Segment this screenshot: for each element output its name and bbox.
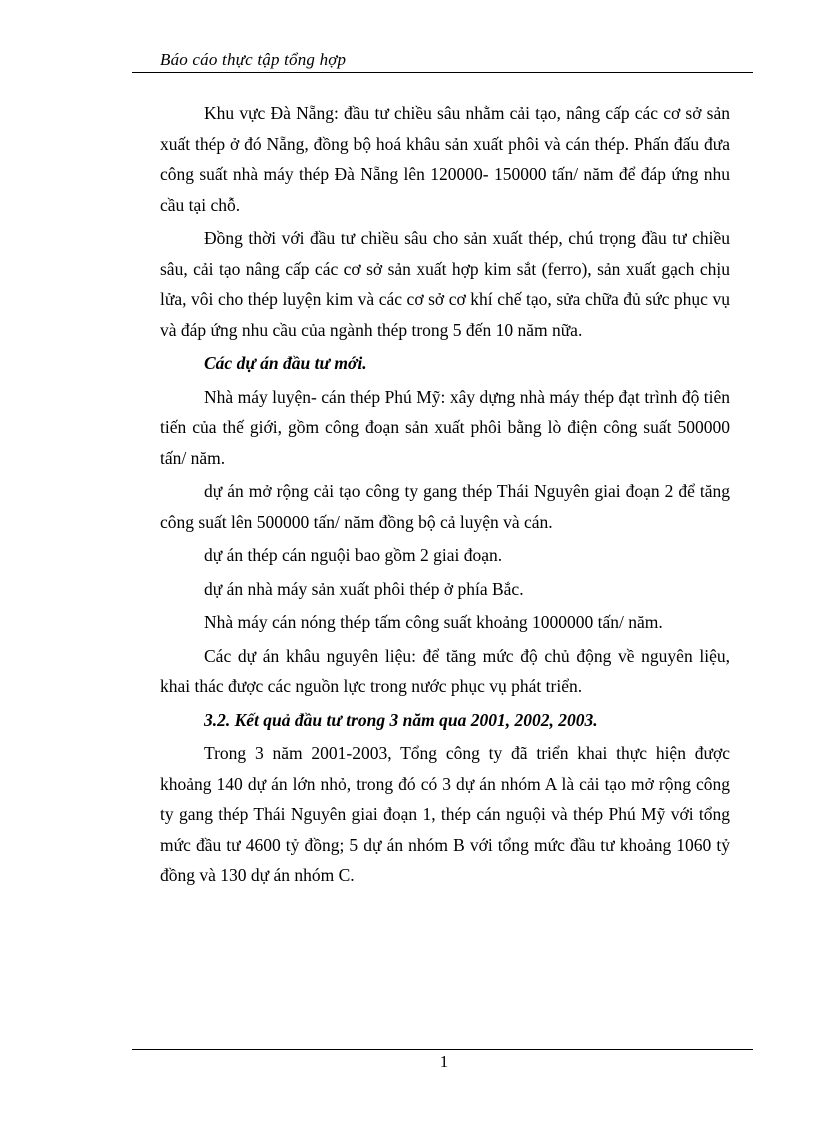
section-heading-new-projects: Các dự án đầu tư mới. — [204, 353, 367, 373]
paragraph-phu-my-plant: Nhà máy luyện- cán thép Phú Mỹ: xây dựng nhà máy thép đạt trình độ tiên tiến của thế giới, gồm công đoạn sản xuất phôi bằng lò điện công suất 500000 tấn/ năm. — [160, 386, 730, 468]
paragraph-raw-materials: Các dự án khâu nguyên liệu: để tăng mức độ chủ động về nguyên liệu, khai thác được các nguồn lực trong nước phục vụ phát triển. — [160, 645, 730, 696]
paragraph-investment-results: Trong 3 năm 2001-2003, Tổng công ty đã triển khai thực hiện được khoảng 140 dự án lớn nhỏ, trong đó có 3 dự án nhóm A là cải tạo mở rộng công ty gang thép Thái Nguyên giai đoạn 1, thép cán nguội và thép Phú Mỹ với tổng mức đầu tư 4600 tỷ đồng; 5 dự án nhóm B với tổng mức đầu tư khoảng 1060 tỷ đồng và 130 dự án nhóm C. — [160, 743, 730, 885]
section-heading-results: 3.2. Kết quả đầu tư trong 3 năm qua 2001, 2002, 2003. — [204, 709, 598, 730]
paragraph-hot-rolled-plate: Nhà máy cán nóng thép tấm công suất khoảng 1000000 tấn/ năm. — [204, 612, 663, 632]
running-header: Báo cáo thực tập tổng hợp — [160, 50, 347, 69]
page-number: 1 — [439, 1052, 449, 1071]
paragraph-cold-rolled-project: dự án thép cán nguội bao gồm 2 giai đoạn. — [204, 545, 503, 565]
document-body — [160, 98, 730, 894]
paragraph-deep-investment: Đồng thời với đầu tư chiều sâu cho sản xuất thép, chú trọng đầu tư chiều sâu, cải tạo nâng cấp các cơ sở sản xuất hợp kim sắt (ferro), sản xuất gạch chịu lửa, vôi cho thép luyện kim và các cơ sở cơ khí chế tạo, sửa chữa đủ sức phục vụ và đáp ứng nhu cầu của ngành thép trong 5 đến 10 năm nữa. — [160, 228, 730, 340]
paragraph-da-nang: Khu vực Đà Nẵng: đầu tư chiều sâu nhằm cải tạo, nâng cấp các cơ sở sản xuất thép ở đó Nẵng, đồng bộ hoá khâu sản xuất phôi và cán thép. Phấn đấu đưa công suất nhà máy thép Đà Nẵng lên 120000- 150000 tấn/ năm để đáp ứng nhu cầu tại chỗ. — [160, 103, 730, 215]
paragraph-billet-plant-north: dự án nhà máy sản xuất phôi thép ở phía Bắc. — [204, 578, 524, 599]
footer-divider — [132, 1049, 753, 1050]
header-divider — [132, 72, 753, 73]
paragraph-thai-nguyen-expansion: dự án mở rộng cải tạo công ty gang thép Thái Nguyên giai đoạn 2 để tăng công suất lên 500000 tấn/ năm đồng bộ cả luyện và cán. — [160, 481, 730, 532]
